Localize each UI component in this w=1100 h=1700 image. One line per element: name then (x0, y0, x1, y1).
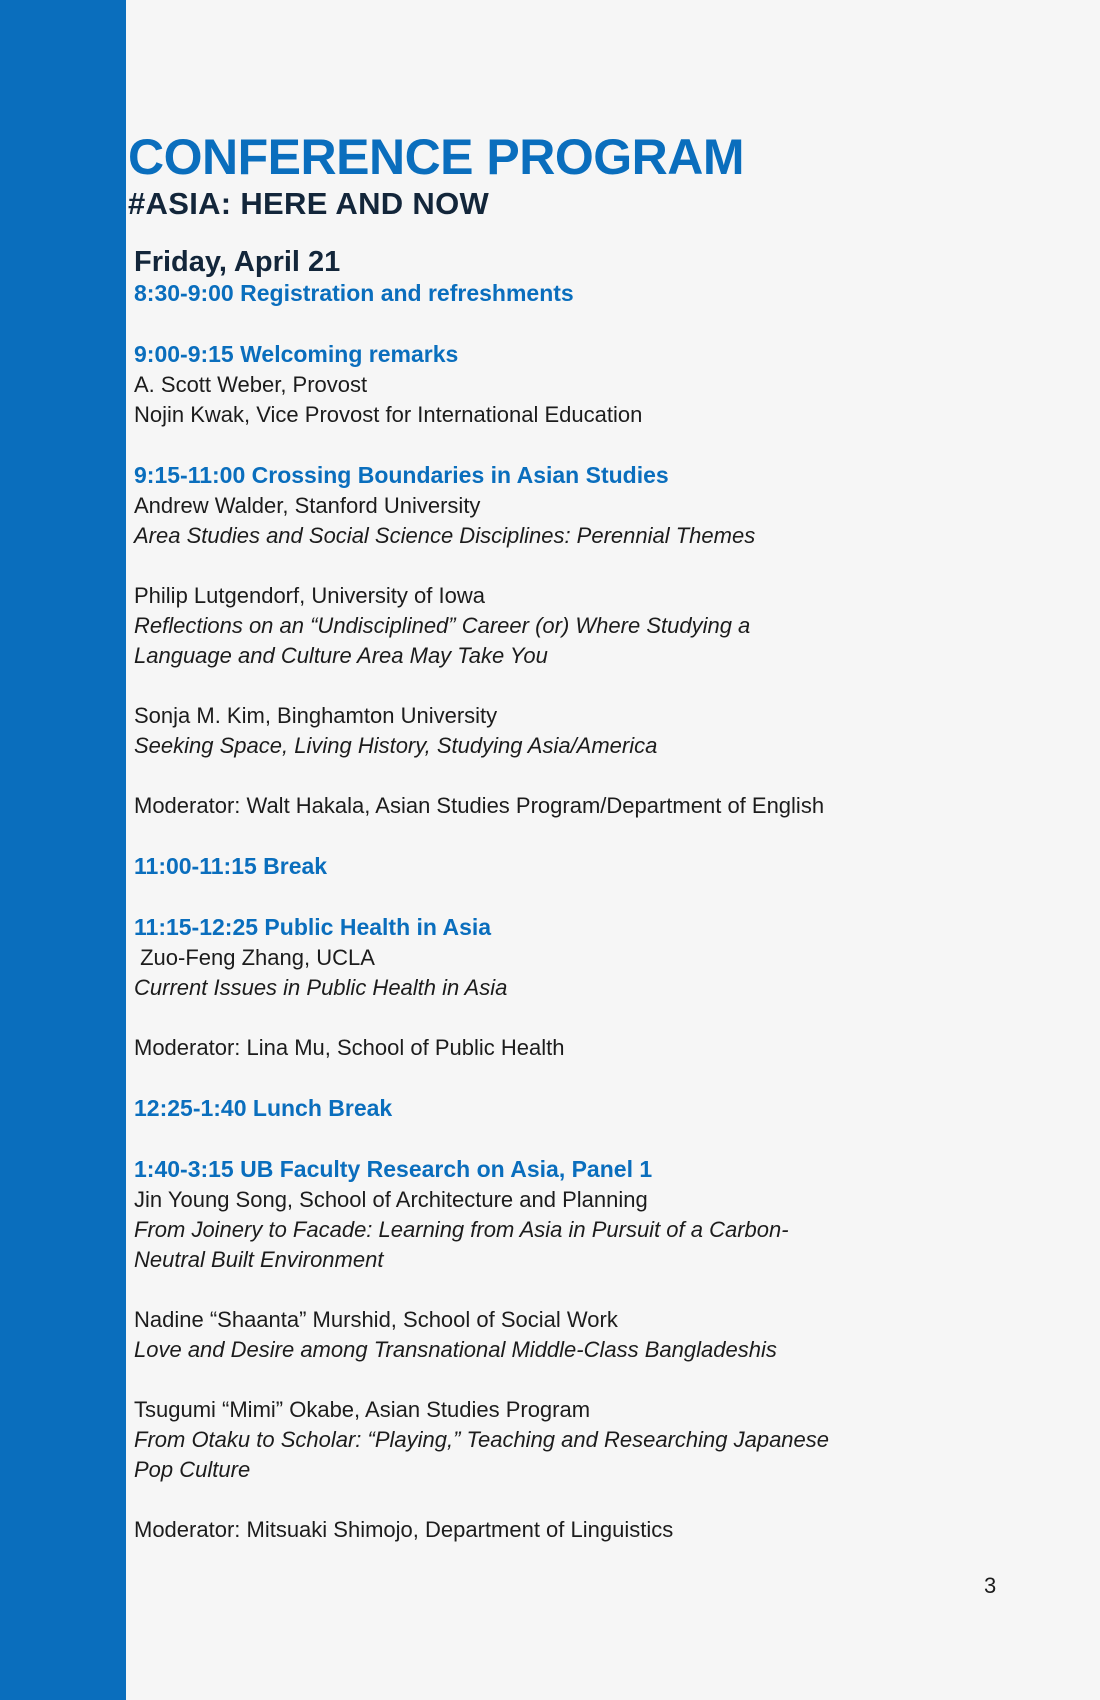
talk-title: From Joinery to Facade: Learning from Asia in Pursuit of a Carbon- (134, 1217, 789, 1242)
program-content (134, 246, 1064, 1575)
speaker-line: A. Scott Weber, Provost (134, 372, 368, 397)
talk-title: Pop Culture (134, 1457, 251, 1482)
session-crossing-boundaries (134, 460, 1064, 821)
day-heading: Friday, April 21 (134, 246, 341, 278)
side-color-bar (0, 0, 126, 1700)
talk-title: Neutral Built Environment (134, 1247, 384, 1272)
session-title: 12:25-1:40 Lunch Break (134, 1095, 393, 1121)
speaker-line: Zuo-Feng Zhang, UCLA (134, 945, 375, 970)
session-registration (134, 278, 1064, 309)
session-title: 8:30-9:00 Registration and refreshments (134, 280, 574, 306)
session-welcoming (134, 339, 1064, 430)
page-title: CONFERENCE PROGRAM (128, 129, 745, 185)
speaker-line: Sonja M. Kim, Binghamton University (134, 703, 498, 728)
page-subtitle: #ASIA: HERE AND NOW (128, 186, 490, 221)
page-number: 3 (984, 1573, 997, 1598)
speaker-line: Nojin Kwak, Vice Provost for International Education (134, 402, 643, 427)
session-title: 9:15-11:00 Crossing Boundaries in Asian Studies (134, 462, 669, 488)
moderator-line: Moderator: Walt Hakala, Asian Studies Program/Department of English (134, 793, 825, 818)
talk-title: Current Issues in Public Health in Asia (134, 975, 508, 1000)
talk-title: Reflections on an “Undisciplined” Career (or) Where Studying a (134, 613, 751, 638)
talk-title: Language and Culture Area May Take You (134, 643, 548, 668)
session-title: 11:00-11:15 Break (134, 853, 328, 879)
talk-title: Love and Desire among Transnational Middle-Class Bangladeshis (134, 1337, 777, 1362)
moderator-line: Moderator: Lina Mu, School of Public Health (134, 1035, 565, 1060)
session-public-health (134, 912, 1064, 1063)
session-title: 9:00-9:15 Welcoming remarks (134, 341, 459, 367)
speaker-line: Andrew Walder, Stanford University (134, 493, 481, 518)
speaker-line: Jin Young Song, School of Architecture and Planning (134, 1187, 648, 1212)
talk-title: Seeking Space, Living History, Studying Asia/America (134, 733, 658, 758)
session-title: 11:15-12:25 Public Health in Asia (134, 914, 492, 940)
session-lunch (134, 1093, 1064, 1124)
moderator-line: Moderator: Mitsuaki Shimojo, Department of Linguistics (134, 1517, 674, 1542)
talk-title: Area Studies and Social Science Disciplines: Perennial Themes (134, 523, 756, 548)
session-break (134, 851, 1064, 882)
talk-title: From Otaku to Scholar: “Playing,” Teaching and Researching Japanese (134, 1427, 830, 1452)
speaker-line: Tsugumi “Mimi” Okabe, Asian Studies Program (134, 1397, 591, 1422)
session-panel-1 (134, 1154, 1064, 1545)
speaker-line: Philip Lutgendorf, University of Iowa (134, 583, 485, 608)
speaker-line: Nadine “Shaanta” Murshid, School of Social Work (134, 1307, 618, 1332)
program-header (128, 129, 745, 221)
session-title: 1:40-3:15 UB Faculty Research on Asia, Panel 1 (134, 1156, 653, 1182)
